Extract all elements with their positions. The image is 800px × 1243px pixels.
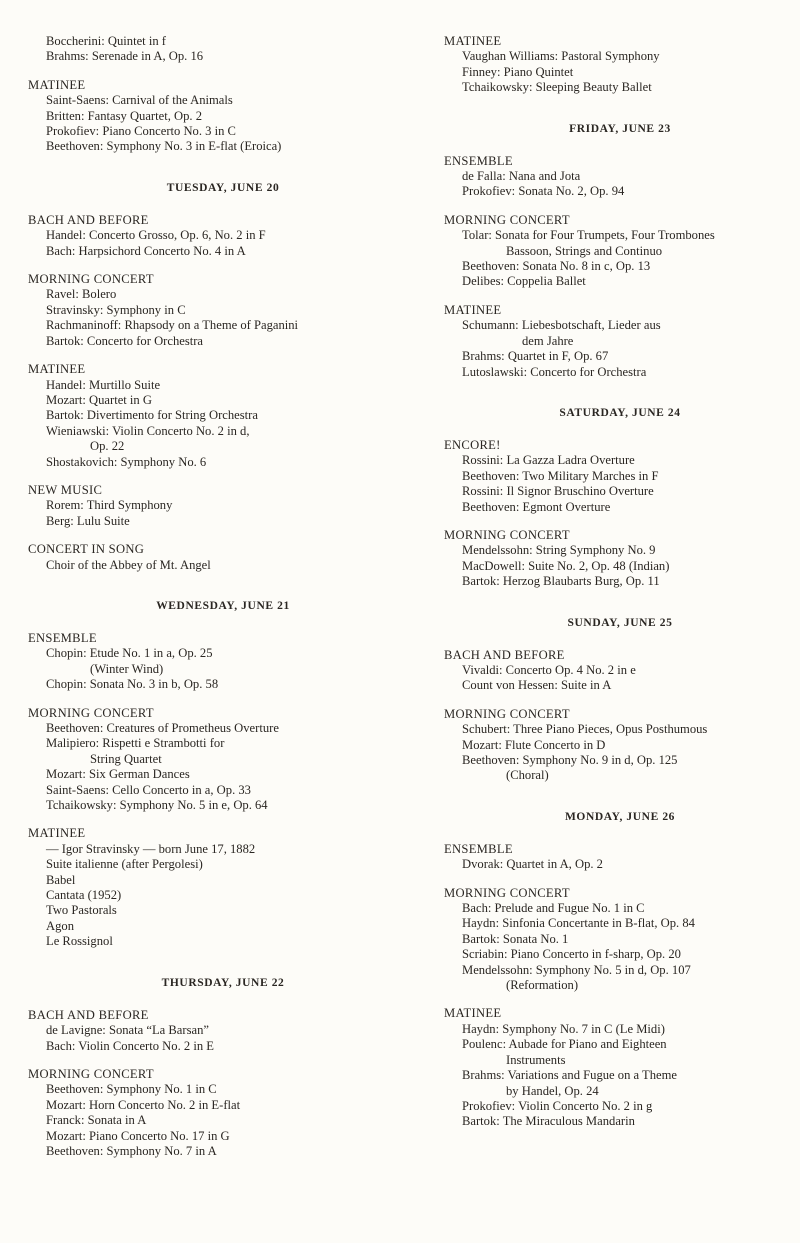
program-title: ENSEMBLE (28, 630, 97, 645)
program-title: BACH AND BEFORE (28, 1007, 149, 1022)
program-item: Haydn: Sinfonia Concertante in B-flat, Op. 84 (462, 916, 695, 931)
program-item: Finney: Piano Quintet (462, 64, 574, 79)
program-item: Wieniawski: Violin Concerto No. 2 in d, (46, 423, 250, 438)
program-block (444, 528, 796, 590)
day-heading-wednesday-june-21: WEDNESDAY, JUNE 21 (156, 599, 290, 612)
program-item: Delibes: Coppelia Ballet (462, 274, 586, 289)
program-item: Saint-Saens: Cello Concerto in a, Op. 33 (46, 782, 251, 797)
day-heading-saturday-june-24: SATURDAY, JUNE 24 (559, 406, 681, 419)
program-title: ENCORE! (444, 437, 501, 452)
program-item: Two Pastorals (46, 903, 117, 918)
program-item: Bach: Prelude and Fugue No. 1 in C (462, 901, 645, 916)
program-title: NEW MUSIC (28, 482, 103, 497)
program-item: Bartok: Sonata No. 1 (462, 931, 569, 946)
program-item: String Quartet (90, 751, 162, 766)
program-item: Mozart: Flute Concerto in D (462, 737, 606, 752)
program-title: MATINEE (444, 34, 502, 48)
program-block (28, 542, 418, 573)
program-item: Chopin: Etude No. 1 in a, Op. 25 (46, 646, 213, 661)
program-item: Mozart: Six German Dances (46, 767, 190, 782)
left-column (28, 34, 418, 1172)
program-item: Prokofiev: Sonata No. 2, Op. 94 (462, 184, 625, 199)
program-item: de Falla: Nana and Jota (462, 169, 581, 184)
program-item: Scriabin: Piano Concerto in f-sharp, Op. 20 (462, 947, 681, 962)
program-item: Op. 22 (90, 439, 125, 454)
program-item: Brahms: Quartet in F, Op. 67 (462, 349, 609, 364)
day-heading-sunday-june-25: SUNDAY, JUNE 25 (567, 616, 673, 629)
program-block (28, 631, 418, 693)
program-title: MORNING CONCERT (28, 705, 154, 720)
program-item: Handel: Murtillo Suite (46, 377, 161, 392)
program-item: Mozart: Horn Concerto No. 2 in E-flat (46, 1097, 241, 1112)
program-item: Suite italienne (after Pergolesi) (46, 857, 203, 872)
program-item: Schumann: Liebesbotschaft, Lieder aus (462, 318, 661, 333)
program-block (444, 303, 796, 380)
program-item: Dvorak: Quartet in A, Op. 2 (462, 857, 603, 872)
program-item: Le Rossignol (46, 934, 113, 949)
program-title: MORNING CONCERT (444, 885, 570, 900)
program-title: MORNING CONCERT (28, 1066, 154, 1081)
program-item: Beethoven: Symphony No. 9 in d, Op. 125 (462, 753, 678, 767)
program-item: Shostakovich: Symphony No. 6 (46, 454, 207, 469)
right-column (444, 34, 796, 1143)
program-item: Tchaikowsky: Symphony No. 5 in e, Op. 64 (46, 798, 268, 813)
program-title: MATINEE (444, 302, 502, 317)
program-item: Mozart: Piano Concerto No. 17 in G (46, 1128, 230, 1143)
program-item: Schubert: Three Piano Pieces, Opus Posthumous (462, 722, 708, 737)
program-item: Bartok: Divertimento for String Orchestra (46, 408, 258, 423)
program-item: Babel (46, 872, 76, 887)
program-item: Rachmaninoff: Rhapsody on a Theme of Paganini (46, 318, 299, 333)
program-title: MATINEE (444, 1006, 502, 1021)
program-item: Ravel: Bolero (46, 287, 117, 302)
program-title: MATINEE (28, 77, 86, 92)
program-item: Bartok: Herzog Blaubarts Burg, Op. 11 (462, 574, 660, 589)
program-item: dem Jahre (522, 333, 574, 348)
program-block (444, 1006, 796, 1129)
program-item: Poulenc: Aubade for Piano and Eighteen (462, 1037, 667, 1052)
program-item: — Igor Stravinsky — born June 17, 1882 (46, 841, 256, 856)
program-title: MORNING CONCERT (444, 706, 570, 721)
program-item: Saint-Saens: Carnival of the Animals (46, 93, 233, 108)
day-heading-monday-june-26: MONDAY, JUNE 26 (564, 810, 676, 823)
program-item: Rorem: Third Symphony (46, 498, 173, 513)
program-item: Franck: Sonata in A (46, 1113, 147, 1128)
program-item: MacDowell: Suite No. 2, Op. 48 (Indian) (462, 558, 670, 573)
program-title: ENSEMBLE (444, 153, 513, 168)
program-block (444, 213, 796, 290)
program-item: Rossini: La Gazza Ladra Overture (462, 453, 635, 468)
program-item: Beethoven: Symphony No. 7 in A (46, 1143, 217, 1158)
program-block (444, 648, 796, 694)
program-item: Instruments (506, 1052, 566, 1067)
program-item: Tolar: Sonata for Four Trumpets, Four Trombones (462, 228, 715, 243)
program-item: Lutoslawski: Concerto for Orchestra (462, 364, 647, 379)
program-item: Bach: Violin Concerto No. 2 in E (46, 1038, 214, 1053)
program-item: Cantata (1952) (46, 888, 122, 903)
program-item: Brahms: Variations and Fugue on a Theme (462, 1068, 677, 1083)
program-title: BACH AND BEFORE (444, 647, 565, 662)
program-title: MORNING CONCERT (444, 212, 570, 227)
program-title: ENSEMBLE (444, 841, 513, 856)
program-item: Prokofiev: Piano Concerto No. 3 in C (46, 124, 236, 139)
program-item: (Reformation) (506, 978, 579, 993)
program-title: BACH AND BEFORE (28, 212, 149, 227)
program-item: Choir of the Abbey of Mt. Angel (46, 557, 211, 572)
program-item: Beethoven: Creatures of Prometheus Overture (46, 721, 279, 735)
program-block (28, 826, 418, 949)
program-item: Chopin: Sonata No. 3 in b, Op. 58 (46, 677, 219, 692)
program-block (28, 1067, 418, 1159)
program-item: Vaughan Williams: Pastoral Symphony (462, 49, 660, 64)
program-item: de Lavigne: Sonata “La Barsan” (46, 1023, 209, 1038)
program-block (28, 483, 418, 529)
program-item: Mendelssohn: String Symphony No. 9 (462, 543, 656, 558)
program-item: Brahms: Serenade in A, Op. 16 (46, 49, 204, 64)
program-block (28, 78, 418, 155)
program-item: (Winter Wind) (90, 661, 164, 676)
program-item: Beethoven: Egmont Overture (462, 499, 611, 514)
program-item: Handel: Concerto Grosso, Op. 6, No. 2 in F (46, 228, 266, 243)
program-title: MATINEE (28, 826, 86, 841)
day-heading-thursday-june-22: THURSDAY, JUNE 22 (161, 976, 285, 989)
program-item: Rossini: Il Signor Bruschino Overture (462, 484, 654, 499)
program-title: CONCERT IN SONG (28, 542, 145, 557)
program-item: Haydn: Symphony No. 7 in C (Le Midi) (462, 1021, 665, 1036)
program-item: Mendelssohn: Symphony No. 5 in d, Op. 107 (462, 962, 691, 977)
day-heading-tuesday-june-20: TUESDAY, JUNE 20 (166, 181, 280, 194)
program-item: Agon (46, 918, 74, 933)
program-item: Beethoven: Sonata No. 8 in c, Op. 13 (462, 259, 651, 274)
program-item: Tchaikowsky: Sleeping Beauty Ballet (462, 80, 652, 95)
program-item: Count von Hessen: Suite in A (462, 678, 612, 693)
program-item: Berg: Lulu Suite (46, 513, 130, 528)
program-item: Bartok: Concerto for Orchestra (46, 333, 204, 348)
program-block (28, 706, 418, 814)
program-block (444, 438, 796, 515)
program-block (28, 34, 418, 65)
program-block (28, 362, 418, 470)
program-block (28, 213, 418, 259)
program-item: by Handel, Op. 24 (506, 1083, 599, 1098)
program-block (444, 154, 796, 200)
program-item: Bassoon, Strings and Continuo (506, 243, 663, 258)
program-item: Bach: Harpsichord Concerto No. 4 in A (46, 243, 246, 258)
program-block (444, 707, 796, 784)
program-item: Britten: Fantasy Quartet, Op. 2 (46, 108, 202, 123)
day-heading-friday-june-23: FRIDAY, JUNE 23 (569, 122, 671, 135)
program-item: Boccherini: Quintet in f (46, 34, 166, 48)
program-item: Stravinsky: Symphony in C (46, 302, 186, 317)
program-item: Vivaldi: Concerto Op. 4 No. 2 in e (462, 662, 636, 677)
program-title: MATINEE (28, 362, 86, 377)
program-title: MORNING CONCERT (444, 527, 570, 542)
program-item: Prokofiev: Violin Concerto No. 2 in g (462, 1098, 653, 1113)
program-block (444, 886, 796, 994)
program-title: MORNING CONCERT (28, 272, 154, 287)
program-block (28, 1008, 418, 1054)
program-item: Beethoven: Two Military Marches in F (462, 468, 659, 483)
program-item: Bartok: The Miraculous Mandarin (462, 1114, 635, 1129)
program-item: Malipiero: Rispetti e Strambotti for (46, 736, 225, 751)
program-item: Beethoven: Symphony No. 3 in E-flat (Eroica) (46, 139, 282, 154)
program-item: (Choral) (506, 768, 549, 783)
program-block (28, 272, 418, 349)
program-item: Beethoven: Symphony No. 1 in C (46, 1082, 217, 1097)
program-item: Mozart: Quartet in G (46, 392, 152, 407)
program-block (444, 842, 796, 873)
program-block (444, 34, 796, 96)
